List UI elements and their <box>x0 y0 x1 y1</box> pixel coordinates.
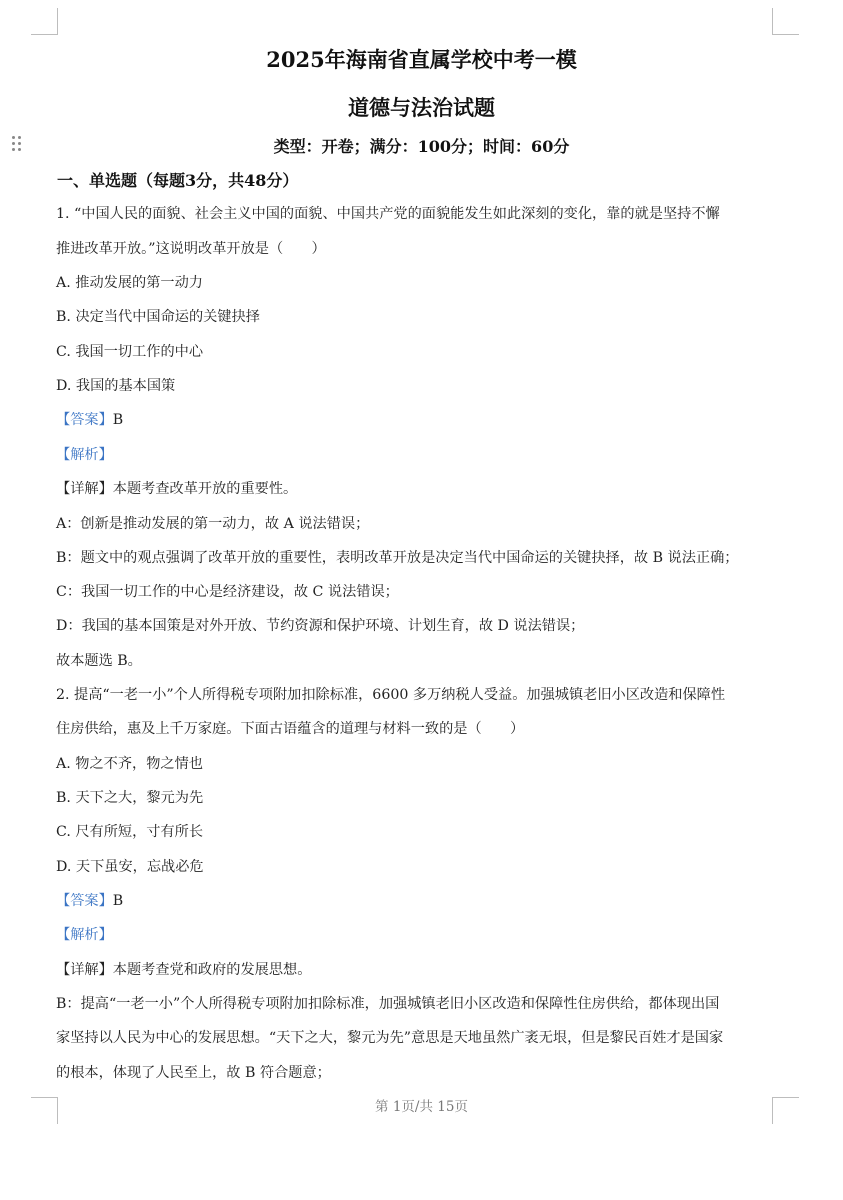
page-corner-mark <box>772 8 799 35</box>
answer-tag: 【答案】 <box>56 893 113 909</box>
question-stem: 2. 提高“一老一小”个人所得税专项附加扣除标准，6600 多万纳税人受益。加强城镇老旧小区改造和保障性 <box>56 687 726 703</box>
question-stem: 住房供给，惠及上千万家庭。下面古语蕴含的道理与材料一致的是（ ） <box>56 721 525 737</box>
explanation-line: B：提高“一老一小”个人所得税专项附加扣除标准，加强城镇老旧小区改造和保障性住房供给，都体现出国 <box>56 996 720 1012</box>
page-corner-mark <box>31 8 58 35</box>
answer-value: B <box>112 893 124 909</box>
answer-line <box>56 409 123 429</box>
answer-value: B <box>112 412 124 428</box>
exam-meta: 类型：开卷；满分：100分；时间：60分 <box>273 137 570 156</box>
document-subtitle: 道德与法治试题 <box>348 95 495 120</box>
option-d: D. 天下虽安，忘战必危 <box>56 859 204 875</box>
explanation-line: 家坚持以人民为中心的发展思想。“天下之大，黎元为先”意思是天地虽然广袤无垠，但是黎民百姓才是国家 <box>56 1030 724 1046</box>
answer-tag: 【答案】 <box>56 412 113 428</box>
section-heading: 一、单选题（每题3分，共48分） <box>57 171 299 190</box>
document-title: 2025年海南省直属学校中考一模 <box>266 47 577 72</box>
option-b: B. 决定当代中国命运的关键抉择 <box>56 309 260 325</box>
page-number: 第 1页/共 15页 <box>375 1099 468 1115</box>
option-c: C. 尺有所短，寸有所长 <box>56 824 204 840</box>
option-a: A. 推动发展的第一动力 <box>56 275 203 291</box>
option-a: A. 物之不齐，物之情也 <box>56 756 203 772</box>
option-c: C. 我国一切工作的中心 <box>56 344 204 360</box>
conclusion-line: 故本题选 B。 <box>56 653 142 669</box>
analysis-tag: 【解析】 <box>56 927 113 943</box>
option-b: B. 天下之大，黎元为先 <box>56 790 204 806</box>
explanation-line: 的根本，体现了人民至上，故 B 符合题意； <box>56 1065 331 1081</box>
question-stem: 1. “中国人民的面貌、社会主义中国的面貌、中国共产党的面貌能发生如此深刻的变化，靠的就是坚持不懈 <box>56 206 720 222</box>
detail-line: 【详解】本题考查党和政府的发展思想。 <box>56 962 312 978</box>
detail-line: 【详解】本题考查改革开放的重要性。 <box>56 481 298 497</box>
explanation-line: D：我国的基本国策是对外开放、节约资源和保护环境、计划生育，故 D 说法错误； <box>56 618 585 634</box>
explanation-line: A：创新是推动发展的第一动力，故 A 说法错误； <box>56 516 370 532</box>
explanation-line: B：题文中的观点强调了改革开放的重要性，表明改革开放是决定当代中国命运的关键抉择，故 B 说法正确； <box>56 550 739 566</box>
option-d: D. 我国的基本国策 <box>56 378 176 394</box>
answer-line <box>56 890 123 910</box>
question-stem: 推进改革开放。”这说明改革开放是（ ） <box>56 241 326 257</box>
explanation-line: C：我国一切工作的中心是经济建设，故 C 说法错误； <box>56 584 399 600</box>
analysis-tag: 【解析】 <box>56 447 113 463</box>
